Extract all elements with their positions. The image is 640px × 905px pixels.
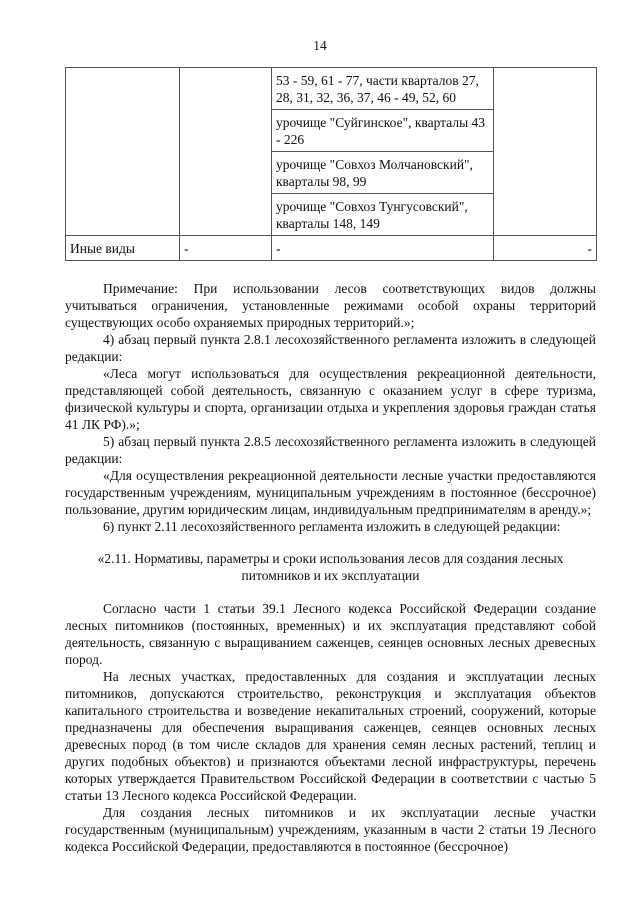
table-row — [66, 236, 597, 261]
paragraph: «Для осуществления рекреационной деятельности лесные участки предоставляются государственным учреждениям, муниципальным учреждениям в постоянное (бессрочное) пользование, другим юридическим лицам, индивидуальным предпринимателям в аренду.»; — [65, 468, 596, 517]
table-row — [66, 68, 597, 110]
table-cell — [180, 68, 272, 236]
note-paragraph: Примечание: При использовании лесов соответствующих видов должны учитываться ограничения, установленные режимами особой охраны территорий существующих особо охраняемых природных территорий.»; — [65, 281, 596, 330]
paragraph: Согласно части 1 статьи 39.1 Лесного кодекса Российской Федерации создание лесных питомников (постоянных, временных) и их эксплуатация представляют собой деятельность, связанную с выращиванием саженцев, сеянцев основных лесных древесных пород. — [65, 601, 596, 667]
table-cell — [494, 68, 597, 236]
table-cell: - — [272, 236, 494, 261]
paragraph: «Леса могут использоваться для осуществления рекреационной деятельности, представляющей собой деятельность, связанную с оказанием услуг в сфере туризма, физической культуры и спорта, организации отдыха и укрепления здоровья граждан статья 41 ЛК РФ).»; — [65, 366, 596, 432]
table-cell: Иные виды — [66, 236, 180, 261]
paragraph: Для создания лесных питомников и их эксплуатации лесные участки государственным (муниципальным) учреждениям, указанным в части 2 статьи 19 Лесного кодекса Российской Федерации, предоставляются в постоянное (бессрочное) — [65, 805, 596, 854]
table-cell: урочище "Совхоз Тунгусовский", кварталы 148, 149 — [272, 194, 494, 236]
table-cell: 53 - 59, 61 - 77, части кварталов 27, 28, 31, 32, 36, 37, 46 - 49, 52, 60 — [272, 68, 494, 110]
paragraph: 6) пункт 2.11 лесохозяйственного регламента изложить в следующей редакции: — [103, 519, 561, 534]
paragraph: На лесных участках, предоставленных для создания и эксплуатации лесных питомников, допускаются строительство, реконструкция и эксплуатация объектов капитального строительства и возведение некапитальных строений, сооружений, которые предназначены для обеспечения выращивания саженцев, сеянцев основных лесных древесных пород (в том числе складов для хранения семян лесных растений, теплиц и других подобных объектов) и признаются объектами лесной инфраструктуры, перечень которых утверждается Правительством Российской Федерации в соответствии с частью 5 статьи 13 Лесного кодекса Российской Федерации. — [65, 669, 596, 803]
paragraph: 5) абзац первый пункта 2.8.5 лесохозяйственного регламента изложить в следующей редакции: — [65, 434, 596, 466]
table-cell — [66, 68, 180, 236]
body-block-2 — [65, 600, 596, 855]
table-cell: урочище "Совхоз Молчановский", кварталы 98, 99 — [272, 152, 494, 194]
section-heading: «2.11. Нормативы, параметры и сроки использования лесов для создания лесных питомников и их эксплуатации — [97, 551, 564, 583]
table-cell: урочище "Суйгинское", кварталы 43 - 226 — [272, 110, 494, 152]
section-heading-block — [65, 550, 596, 584]
paragraph: 4) абзац первый пункта 2.8.1 лесохозяйственного регламента изложить в следующей редакции: — [65, 332, 596, 364]
table-cell: - — [494, 236, 597, 261]
forest-use-table — [65, 67, 597, 261]
page-number: 14 — [313, 38, 327, 53]
body-block-1 — [65, 280, 596, 535]
table-cell: - — [180, 236, 272, 261]
